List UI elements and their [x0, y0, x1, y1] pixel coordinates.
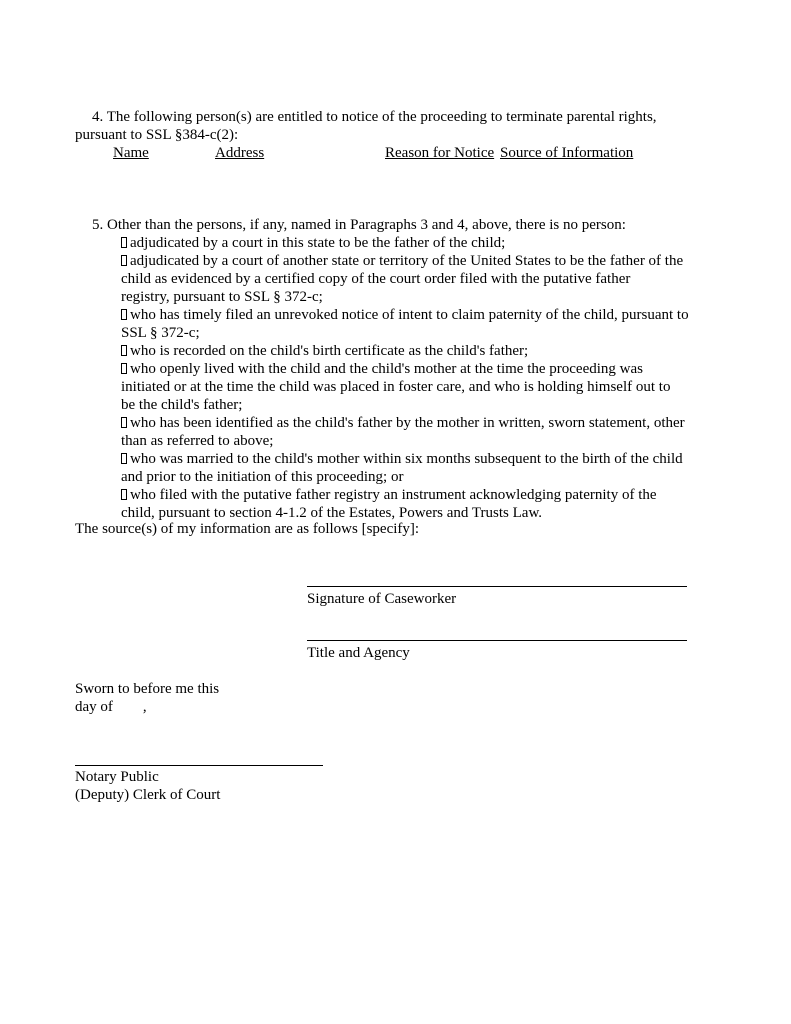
checkbox-glyph-icon [121, 489, 127, 500]
checkbox-glyph-icon [121, 453, 127, 464]
checklist-item: who was married to the child's mother within six months subsequent to the birth of the child and prior to the initiation of this proceeding; or [121, 451, 683, 485]
caseworker-signature-line [307, 586, 687, 587]
sworn-line-1: Sworn to before me this [75, 681, 220, 697]
column-header-name: Name [113, 145, 149, 161]
notary-label: Notary Public [75, 769, 159, 785]
checklist-item: adjudicated by a court in this state to be the father of the child; [121, 234, 721, 252]
sworn-line-2: day of , [75, 699, 147, 715]
checkbox-glyph-icon [121, 417, 127, 428]
checkbox-glyph-icon [121, 363, 127, 374]
column-header-reason: Reason for Notice [385, 145, 495, 161]
checklist-item: who has timely filed an unrevoked notice of intent to claim paternity of the child, pursuant to SSL § 372-c; [121, 307, 689, 341]
sources-line: The source(s) of my information are as follows [specify]: [75, 521, 420, 537]
checklist-item: who openly lived with the child and the child's mother at the time the proceeding was initiated or at the time the child was placed in foster care, and who is holding himself out to be the child's father; [121, 361, 671, 413]
para4-line1: 4. The following person(s) are entitled to notice of the proceeding to terminate parental rights, [92, 109, 657, 125]
checklist-item: who filed with the putative father registry an instrument acknowledging paternity of the child, pursuant to section 4-1.2 of the Estates, Powers and Trusts Law. [121, 487, 657, 521]
checklist-item: adjudicated by a court of another state or territory of the United States to be the father of the child as evidenced by a certified copy of the court order filed with the putative father registry, pursuant to SSL § 372-c; [121, 253, 684, 305]
column-header-source: Source of Information [500, 145, 634, 161]
checkbox-glyph-icon [121, 309, 127, 320]
checkbox-glyph-icon [121, 237, 127, 248]
column-header-address: Address [215, 145, 265, 161]
title-agency-line [307, 640, 687, 641]
caseworker-signature-label: Signature of Caseworker [307, 591, 457, 607]
para4-line2: pursuant to SSL §384-c(2): [75, 127, 239, 143]
checklist-item: who has been identified as the child's father by the mother in written, sworn statement, other than as referred to above; [121, 415, 685, 449]
para5-intro: 5. Other than the persons, if any, named in Paragraphs 3 and 4, above, there is no person: [92, 217, 626, 233]
title-agency-label: Title and Agency [307, 645, 410, 661]
notary-signature-line [75, 765, 323, 766]
clerk-label: (Deputy) Clerk of Court [75, 787, 221, 803]
checkbox-glyph-icon [121, 345, 127, 356]
checklist-item: who is recorded on the child's birth certificate as the child's father; [121, 342, 721, 360]
checkbox-glyph-icon [121, 255, 127, 266]
